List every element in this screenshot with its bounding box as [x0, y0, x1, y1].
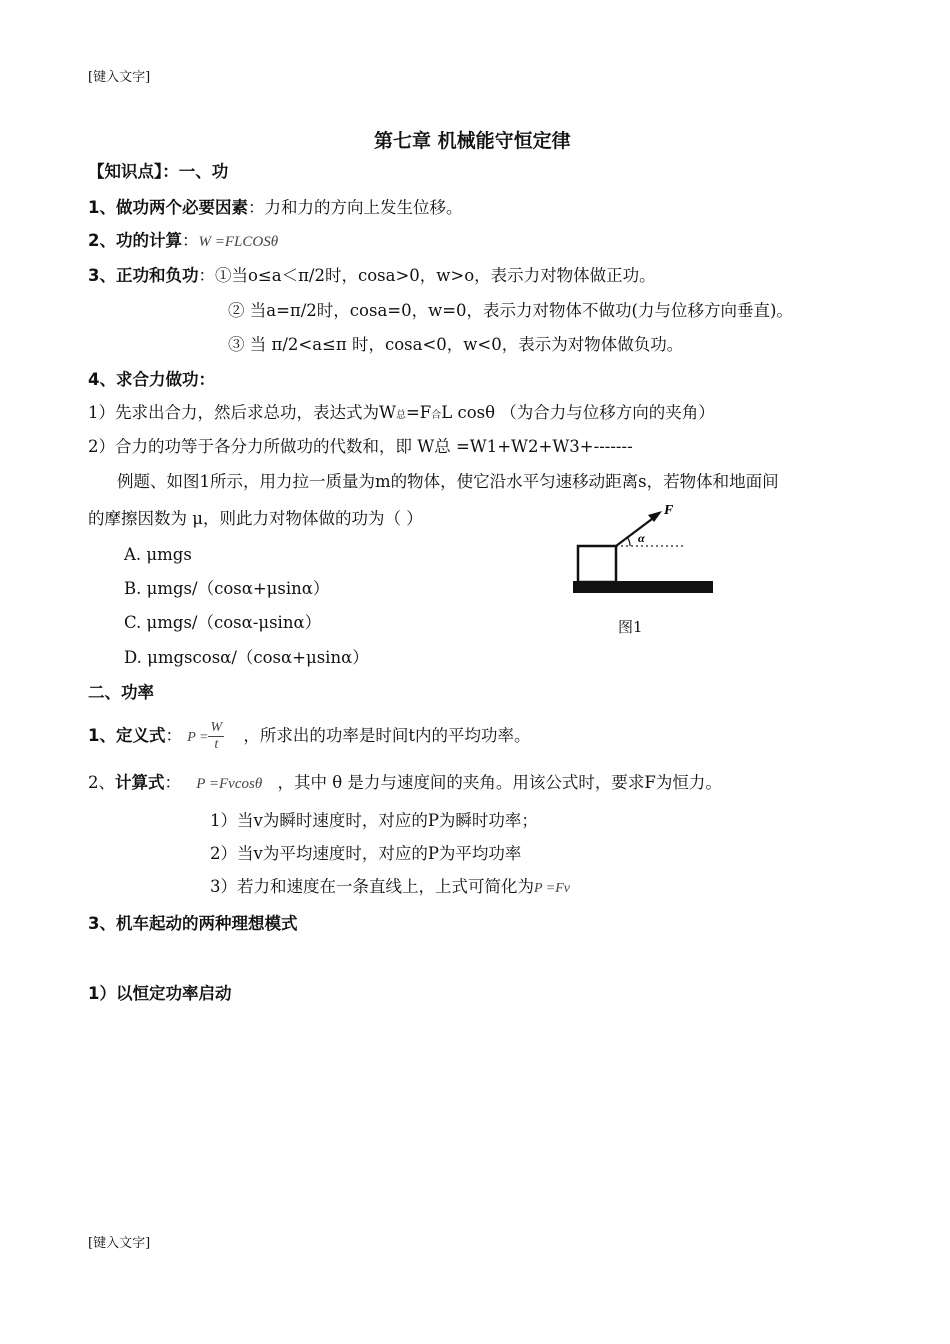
net-work-method-1-b: =F [405, 403, 432, 422]
option-b: B. μmgs/（cosα+μsinα） [124, 579, 330, 598]
power-definition-line [88, 720, 531, 753]
work-factors-number: 1、 [88, 198, 116, 217]
power-calc-text: ，其中 θ 是力与速度间的夹角。用该公式时，要求F为恒力。 [277, 773, 722, 792]
constant-power-start-heading: 1）以恒定功率启动 [88, 984, 232, 1003]
power-def-denominator: t [214, 737, 219, 752]
pos-neg-case-1: ①当o≤a＜π/2时，cosa>0，w>o，表示力对物体做正功。 [214, 266, 656, 285]
power-def-heading: 定义式 [115, 726, 166, 745]
net-work-heading: 4、求合力做功： [88, 370, 215, 389]
force-arrow-shaft [616, 516, 656, 546]
work-calc-line [88, 230, 278, 253]
work-factors-heading: 做功两个必要因素 [115, 198, 248, 217]
power-calc-line [88, 772, 722, 795]
power-def-text: ，所求出的功率是时间t内的平均功率。 [243, 726, 531, 745]
force-label: F [664, 503, 674, 518]
net-work-method-1-c: L cosθ （为合力与位移方向的夹角） [441, 403, 715, 422]
angle-label: α [638, 531, 645, 545]
page-footer: [键入文字] [88, 1236, 151, 1251]
work-formula: W =FLCOSθ [198, 234, 279, 250]
pos-neg-colon: ： [198, 266, 215, 285]
example-question-line-1: 例题、如图1所示，用力拉一质量为m的物体，使它沿水平匀速移动距离s，若物体和地面间 [117, 472, 779, 491]
example-question-line-2: 的摩擦因数为 μ，则此力对物体做的功为（ ） [88, 509, 423, 528]
power-def-lhs: P = [187, 730, 209, 745]
work-factors-colon: ： [247, 198, 265, 217]
work-factors-line [88, 197, 462, 219]
power-calc-formula: P =Fvcosθ [196, 776, 263, 792]
page-header: [键入文字] [88, 70, 151, 85]
net-work-method-2: 2）合力的功等于各分力所做功的代数和，即 W总 =W1+W2+W3+------- [88, 437, 633, 456]
net-work-sub-total: 总 [395, 410, 406, 421]
pos-neg-number: 3、 [88, 266, 116, 285]
power-note-2: 2）当v为平均速度时，对应的P为平均功率 [210, 844, 522, 863]
net-work-method-1-a: 1）先求出合力，然后求总功，表达式为W [88, 403, 396, 422]
work-factors-text: 力和力的方向上发生位移。 [264, 198, 463, 217]
pos-neg-case-3: ③ 当 π/2<a≤π 时，cosa<0，w<0，表示为对物体做负功。 [228, 335, 684, 354]
option-a: A. μmgs [124, 545, 192, 564]
pos-neg-case-2: ② 当a=π/2时，cosa=0，w=0，表示力对物体不做功(力与位移方向垂直)。 [228, 301, 793, 320]
work-calc-heading: 功的计算 [115, 231, 182, 250]
power-note-1: 1）当v为瞬时速度时，对应的P为瞬时功率； [210, 811, 538, 830]
power-def-colon: ： [165, 726, 182, 745]
work-calc-colon: ： [181, 231, 199, 250]
net-work-method-1 [88, 402, 715, 427]
power-def-numerator: W [210, 720, 223, 735]
power-calc-heading: 计算式 [115, 773, 165, 792]
angle-arc [627, 537, 630, 546]
power-note-3-text: 3）若力和速度在一条直线上，上式可简化为 [210, 877, 534, 896]
knowledge-point-line [88, 161, 228, 183]
power-calc-number: 2、 [88, 773, 115, 792]
section-work-heading: 一、功 [178, 162, 229, 181]
figure-1-caption: 图1 [618, 618, 643, 636]
engine-start-modes-heading: 3、机车起动的两种理想模式 [88, 914, 298, 933]
power-calc-colon: ： [164, 773, 181, 792]
section-power-heading: 二、功率 [88, 683, 154, 702]
power-note-3 [210, 876, 570, 900]
net-work-sub-net: 合 [431, 410, 442, 421]
power-def-number: 1、 [88, 726, 116, 745]
option-d: D. μmgscosα/（cosα+μsinα） [124, 648, 369, 667]
positive-negative-work-line [88, 265, 656, 287]
page-title: 第七章 机械能守恒定律 [374, 130, 571, 152]
option-c: C. μmgs/（cosα-μsinα） [124, 613, 322, 632]
figure-1-diagram [568, 500, 718, 600]
work-calc-number: 2、 [88, 231, 116, 250]
block [578, 546, 616, 582]
power-note-3-formula: P =Fv [534, 881, 571, 896]
pos-neg-heading: 正功和负功 [115, 266, 199, 285]
knowledge-point-sep: ： [162, 162, 179, 181]
knowledge-point-label: 【知识点】 [88, 162, 163, 181]
power-def-fraction [208, 720, 224, 753]
